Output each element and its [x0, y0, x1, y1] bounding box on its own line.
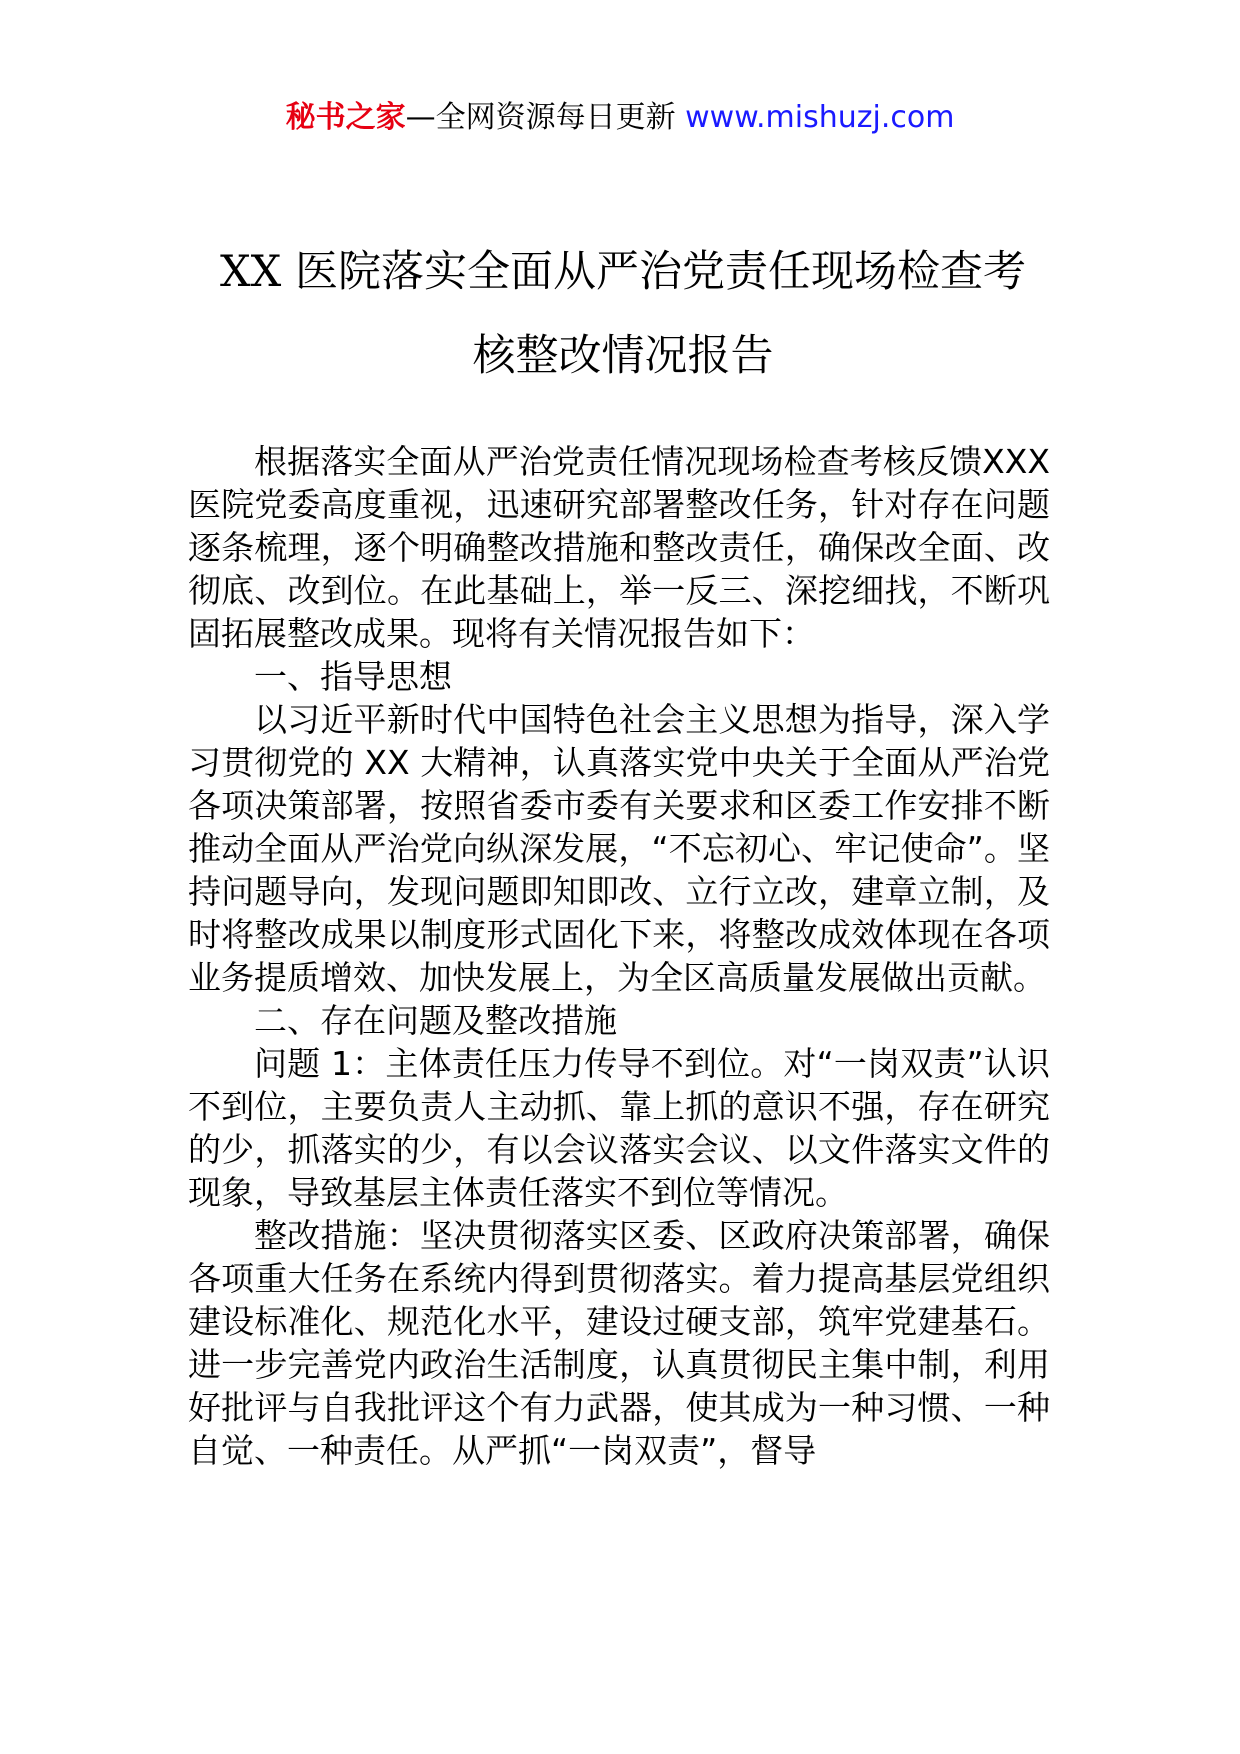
header-banner [0, 98, 1240, 138]
intro-paragraph: 根据落实全面从严治党责任情况现场检查考核反馈XXX 医院党委高度重视，迅速研究部署整改任务，针对存在问题逐条梳理，逐个明确整改措施和整改责任，确保改全面、改彻底、改到位。在此基础上，举一反三、深挖细找，不断巩固拓展整改成果。现将有关情况报告如下： [188, 442, 1050, 653]
section-heading-problems-and-measures: 二、存在问题及整改措施 [254, 1001, 617, 1040]
brand-name: 秘书之家 [285, 100, 406, 135]
title-line-1: XX 医院落实全面从严治党责任现场检查考 [220, 247, 1026, 297]
document-body [188, 440, 1050, 1472]
document-title [188, 230, 1058, 398]
guiding-ideology-paragraph: 以习近平新时代中国特色社会主义思想为指导，深入学习贯彻党的 XX 大精神，认真落实党中央关于全面从严治党各项决策部署，按照省委市委有关要求和区委工作安排不断推动全面从严治党向纵深发展，“不忘初心、牢记使命”。坚持问题导向，发现问题即知即改、立行立改，建章立制，及时将整改成果以制度形式固化下来，将整改成效体现在各项业务提质增效、加快发展上，为全区高质量发展做出贡献。 [188, 700, 1050, 997]
rectification-measures-paragraph: 整改措施：坚决贯彻落实区委、区政府决策部署，确保各项重大任务在系统内得到贯彻落实。着力提高基层党组织建设标准化、规范化水平，建设过硬支部，筑牢党建基石。进一步完善党内政治生活制度，认真贯彻民主集中制，利用好批评与自我批评这个有力武器，使其成为一种习惯、一种自觉、一种责任。从严抓“一岗双责”，督导 [188, 1216, 1050, 1470]
section-heading-guiding-ideology: 一、指导思想 [254, 657, 452, 696]
website-link[interactable]: www.mishuzj.com [685, 100, 955, 135]
title-line-2: 核整改情况报告 [472, 331, 774, 381]
problem-1-paragraph: 问题 1：主体责任压力传导不到位。对“一岗双责”认识不到位，主要负责人主动抓、靠上抓的意识不强，存在研究的少，抓落实的少，有以会议落实会议、以文件落实文件的现象，导致基层主体责任落实不到位等情况。 [188, 1044, 1050, 1212]
header-tagline: —全网资源每日更新 [405, 100, 686, 135]
